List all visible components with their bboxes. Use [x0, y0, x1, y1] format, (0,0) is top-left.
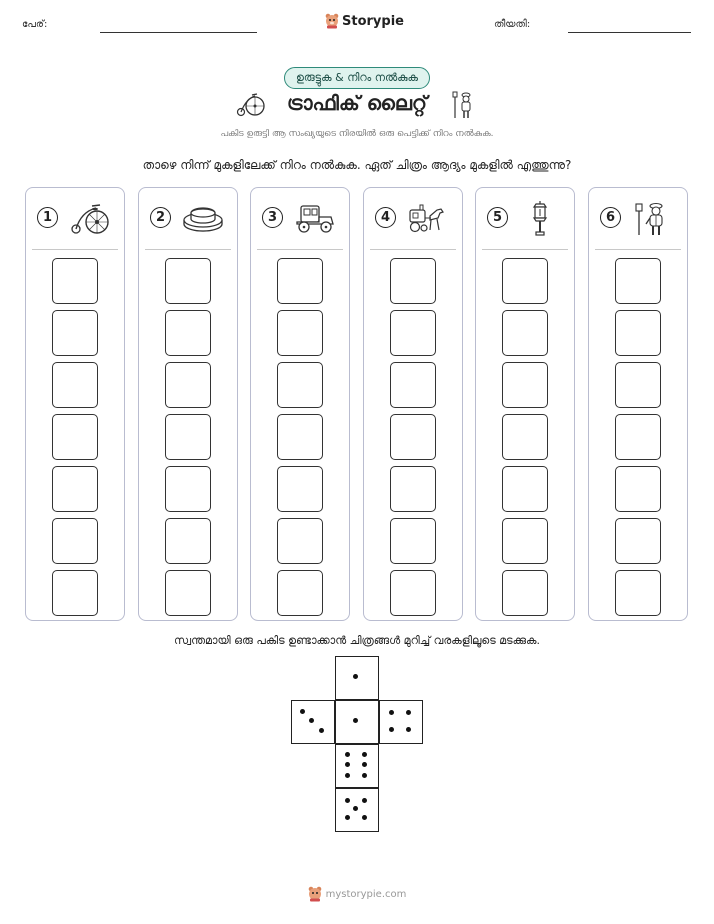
color-box[interactable]: [165, 258, 211, 304]
page-title: ട്രാഫിക് ലൈറ്റ്: [286, 91, 428, 115]
storypie-mascot-icon: [325, 13, 339, 29]
column-3: [250, 187, 350, 621]
color-box[interactable]: [615, 258, 661, 304]
color-box[interactable]: [165, 362, 211, 408]
column-4: [363, 187, 463, 621]
color-box[interactable]: [390, 570, 436, 616]
dice-face-5: [335, 788, 379, 832]
color-box[interactable]: [502, 310, 548, 356]
activity-tag: ഉരുട്ടുക & നിറം നൽകുക: [284, 67, 430, 89]
fold-instruction: സ്വന്തമായി ഒരു പകിട ഉണ്ടാക്കാൻ ചിത്രങ്ങൾ മുറിച്ച് വരകളിലൂടെ മടക്കുക.: [174, 634, 540, 647]
color-box[interactable]: [390, 414, 436, 460]
vintage-car-icon: [293, 200, 337, 236]
column-number: 6: [600, 207, 621, 228]
dice-face-3: [291, 700, 335, 744]
color-box[interactable]: [277, 362, 323, 408]
push-button-icon: [181, 200, 225, 236]
color-box[interactable]: [52, 362, 98, 408]
color-box[interactable]: [277, 466, 323, 512]
column-separator: [145, 249, 231, 250]
name-line: [100, 32, 257, 33]
color-box[interactable]: [502, 466, 548, 512]
color-box[interactable]: [52, 414, 98, 460]
column-6: [588, 187, 688, 621]
color-box[interactable]: [52, 258, 98, 304]
dice-face-6: [335, 744, 379, 788]
footer: [0, 886, 714, 902]
coloring-instruction: താഴെ നിന്ന് മുകളിലേക്ക് നിറം നൽകുക. ഏത് ചിത്രം ആദ്യം മുകളിൽ എത്തുന്നു?: [142, 158, 572, 172]
column-separator: [370, 249, 456, 250]
color-box[interactable]: [277, 310, 323, 356]
color-box[interactable]: [615, 570, 661, 616]
column-separator: [482, 249, 568, 250]
color-box[interactable]: [615, 310, 661, 356]
color-box[interactable]: [165, 570, 211, 616]
name-label: പേര്:: [22, 19, 48, 30]
color-box[interactable]: [277, 258, 323, 304]
color-box[interactable]: [390, 466, 436, 512]
dice-face-1: [335, 656, 379, 700]
footer-url[interactable]: mystorypie.com: [325, 888, 407, 900]
column-number: 4: [375, 207, 396, 228]
penny-farthing-bicycle-icon: [68, 200, 112, 236]
color-box[interactable]: [52, 466, 98, 512]
color-box[interactable]: [165, 466, 211, 512]
date-line: [568, 32, 691, 33]
horse-carriage-icon: [406, 200, 450, 236]
subtitle: പകിട ഉരുട്ടി ആ സംഖ്യയുടെ നിരയിൽ ഒരു പെട്ടിക്ക് നിറം നൽകുക.: [220, 129, 494, 139]
column-number: 1: [37, 207, 58, 228]
color-box[interactable]: [52, 570, 98, 616]
color-box[interactable]: [390, 258, 436, 304]
column-number: 2: [150, 207, 171, 228]
color-box[interactable]: [390, 362, 436, 408]
column-separator: [257, 249, 343, 250]
color-box[interactable]: [165, 414, 211, 460]
street-lamp-icon: [518, 200, 562, 236]
color-box[interactable]: [615, 518, 661, 564]
color-box[interactable]: [52, 518, 98, 564]
column-number: 5: [487, 207, 508, 228]
color-box[interactable]: [165, 310, 211, 356]
color-box[interactable]: [165, 518, 211, 564]
color-box[interactable]: [277, 414, 323, 460]
dice-face-1-center: [335, 700, 379, 744]
traffic-officer-title-icon: [452, 89, 474, 119]
color-box[interactable]: [277, 570, 323, 616]
color-box[interactable]: [277, 518, 323, 564]
date-label: തീയതി:: [494, 19, 531, 30]
column-number: 3: [262, 207, 283, 228]
dice-net: [291, 656, 425, 836]
color-box[interactable]: [615, 362, 661, 408]
color-box[interactable]: [502, 518, 548, 564]
column-5: [475, 187, 575, 621]
column-separator: [595, 249, 681, 250]
color-box[interactable]: [615, 466, 661, 512]
color-box[interactable]: [390, 310, 436, 356]
column-1: [25, 187, 125, 621]
penny-farthing-title-icon: [236, 91, 266, 117]
color-box[interactable]: [390, 518, 436, 564]
column-2: [138, 187, 238, 621]
color-box[interactable]: [502, 570, 548, 616]
color-box[interactable]: [502, 362, 548, 408]
color-box[interactable]: [502, 258, 548, 304]
storypie-mascot-icon: [308, 886, 322, 902]
column-separator: [32, 249, 118, 250]
color-box[interactable]: [502, 414, 548, 460]
dice-face-4: [379, 700, 423, 744]
brand-name: Storypie: [342, 13, 404, 29]
color-box[interactable]: [615, 414, 661, 460]
color-box[interactable]: [52, 310, 98, 356]
traffic-officer-icon: [631, 200, 675, 236]
brand-logo: [325, 13, 404, 29]
